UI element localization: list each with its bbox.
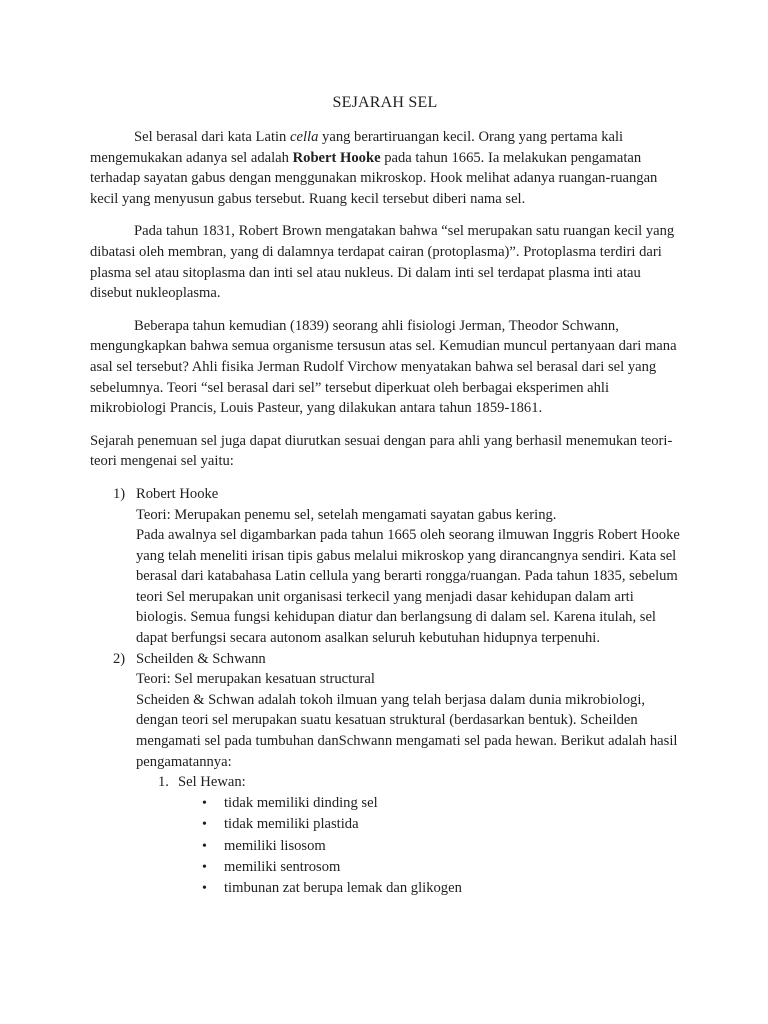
- sublist-label: Sel Hewan:: [178, 774, 246, 791]
- sublist-marker: 1.: [158, 774, 169, 791]
- list-item-name: Scheilden & Schwann: [136, 650, 266, 667]
- latin-term-cella: cella: [290, 129, 319, 145]
- scientist-list: [90, 484, 680, 900]
- bullet-item: • timbunan zat berupa lemak dan glikogen: [224, 878, 680, 899]
- list-item-name: Robert Hooke: [136, 485, 219, 502]
- list-item-body: Scheiden & Schwan adalah tokoh ilmuan yang telah berjasa dalam dunia mikrobiologi, dengan teori sel merupakan suatu kesatuan struktural (berdasarkan bentuk). Scheilden mengamati sel pada tumbuhan danSchwann mengamati sel pada hewan. Berikut adalah hasil pengamatannya:: [136, 691, 678, 770]
- animal-cell-traits: [136, 793, 680, 900]
- paragraph-text: yang berartiruangan kecil. Orang yang pertama kali mengemukakan adanya sel adalah: [90, 129, 624, 166]
- bullet-item: • tidak memiliki dinding sel: [224, 793, 680, 814]
- sublist-animal-cell: [136, 772, 680, 793]
- list-item-theory: Teori: Merupakan penemu sel, setelah mengamati sayatan gabus kering.: [136, 506, 557, 523]
- page-title: SEJARAH SEL: [332, 94, 438, 111]
- paragraph-text: pada tahun 1665. Ia melakukan pengamatan terhadap sayatan gabus dengan menggunakan mikroskop. Hook melihat adanya ruangan-ruangan kecil yang menyusun gabus tersebut. Ruang kecil tersebut diberi nama sel.: [90, 149, 658, 207]
- list-item-robert-hooke: [113, 484, 680, 649]
- list-item-scheilden-schwann: [113, 649, 680, 900]
- bullet-item: • memiliki lisosom: [224, 836, 680, 857]
- list-item-body: Pada awalnya sel digambarkan pada tahun 1665 oleh seorang ilmuwan Inggris Robert Hooke yang telah meneliti irisan tipis gabus melalui mikroskop yang dirancangnya sendiri. Kata sel berasal dari katabahasa Latin cellula yang berarti rongga/ruangan. Pada tahun 1835, sebelum teori Sel merupakan unit organisasi terkecil yang menjadi dasar kehidupan dalam arti biologis. Semua fungsi kehidupan diatur dan berlangsung di dalam sel. Karena itulah, sel dapat berfungsi secara autonom asalkan seluruh kebutuhan hidupnya terpenuhi.: [136, 527, 680, 647]
- name-robert-hooke: Robert Hooke: [292, 149, 381, 166]
- bullet-item: • tidak memiliki plastida: [224, 814, 680, 835]
- list-item-theory: Teori: Sel merupakan kesatuan structural: [136, 671, 375, 688]
- paragraph-list-intro: Sejarah penemuan sel juga dapat diurutkan sesuai dengan para ahli yang berhasil menemukan teori-teori mengenai sel yaitu:: [90, 432, 673, 470]
- paragraph-text: Sel berasal dari kata Latin: [134, 129, 291, 145]
- list-marker: 1): [113, 485, 126, 502]
- list-marker: 2): [113, 650, 126, 667]
- paragraph-cell-origin: [90, 127, 680, 209]
- bullet-item: • memiliki sentrosom: [224, 857, 680, 878]
- paragraph-schwann-virchow: Beberapa tahun kemudian (1839) seorang ahli fisiologi Jerman, Theodor Schwann, mengungkapkan bahwa semua organisme tersusun atas sel. Kemudian muncul pertanyaan dari mana asal sel tersebut? Ahli fisika Jerman Rudolf Virchow menyatakan bahwa sel berasal dari sel yang sebelumnya. Teori “sel berasal dari sel” tersebut diperkuat oleh berbagai eksperimen ahli mikrobiologi Prancis, Louis Pasteur, yang dilakukan antara tahun 1859-1861.: [90, 317, 677, 417]
- document-content: [90, 92, 680, 900]
- paragraph-robert-brown: Pada tahun 1831, Robert Brown mengatakan bahwa “sel merupakan satu ruangan kecil yang dibatasi oleh membran, yang di dalamnya terdapat cairan (protoplasma)”. Protoplasma terdiri dari plasma sel atau sitoplasma dan inti sel atau nukleus. Di dalam inti sel terdapat plasma inti atau disebut nukleoplasma.: [90, 223, 675, 302]
